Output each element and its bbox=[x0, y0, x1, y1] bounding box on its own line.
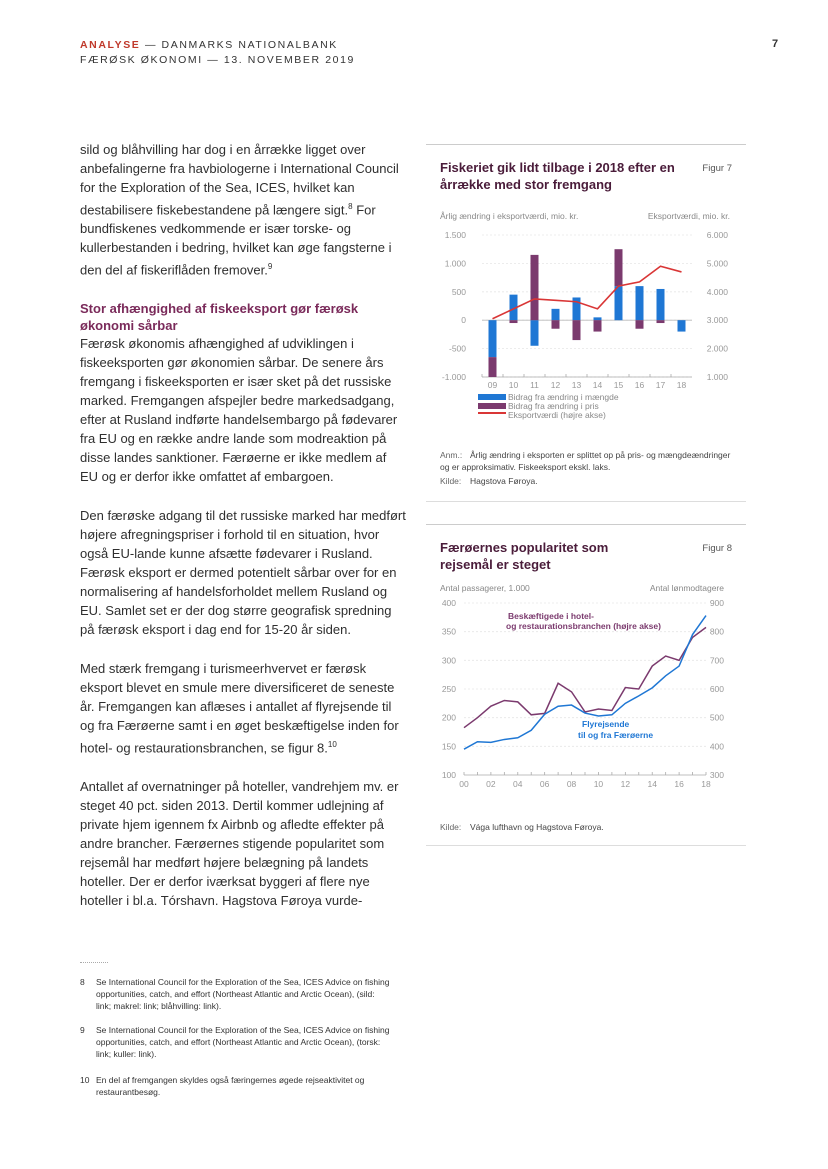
figure-7-y-tick: -1.000 bbox=[441, 372, 466, 382]
figure-7-x-tick: 18 bbox=[676, 380, 687, 390]
header-org: — DANMARKS NATIONALBANK bbox=[140, 39, 338, 51]
figure-7-legend-swatch bbox=[478, 403, 506, 409]
figure-7-legend-swatch bbox=[478, 412, 506, 414]
figure-8-y-tick: 300 bbox=[441, 655, 456, 666]
figure-8-y2-tick: 900 bbox=[709, 598, 724, 608]
figure-7-bar-price bbox=[531, 255, 539, 320]
paragraph-1-text: sild og blåhvilling har dog i en årrække ligget over anbefalingerne fra havbiologerne i International Council for the Exploration of the Sea, ICES, hvilket kan destabilisere fiskebestandene på længere sigt. bbox=[80, 142, 399, 218]
figure-8-y2-tick: 600 bbox=[709, 684, 724, 694]
figure-7-left-axis-label: Årlig ændring i eksportværdi, mio. kr. bbox=[440, 211, 579, 221]
body-column bbox=[80, 140, 408, 930]
figure-7-x-tick: 09 bbox=[487, 380, 498, 390]
figure-8-x-tick: 18 bbox=[701, 779, 711, 789]
figure-8-annotation-employees-2: og restaurationsbranchen (højre akse) bbox=[506, 621, 661, 631]
figure-7-title: Fiskeriet gik lidt tilbage i 2018 efter en årrække med stor fremgang bbox=[440, 160, 675, 192]
figure-7-y-tick: 0 bbox=[461, 315, 466, 326]
footnote-10 bbox=[80, 1074, 390, 1098]
figure-7-y-tick: 1.000 bbox=[444, 258, 466, 269]
figure-7-x-tick: 10 bbox=[508, 380, 519, 390]
figure-8-x-tick: 10 bbox=[593, 779, 604, 789]
paragraph-1b-text: For bundfiskenes vedkommende er især torske- og kullerbestanden i bedring, hvilket kan øge fangsterne i den del af fiskeriflåden fremover. bbox=[80, 202, 392, 278]
figure-7-y2-tick: 3.000 bbox=[706, 315, 728, 326]
footnote-9 bbox=[80, 1024, 390, 1060]
paragraph-1 bbox=[80, 140, 408, 280]
figure-7-bar-price bbox=[489, 357, 497, 377]
figure-7-line-exportvaerdi bbox=[493, 266, 682, 319]
figure-7-bar-price bbox=[615, 249, 623, 286]
figure-8-source-key: Kilde: bbox=[440, 822, 462, 832]
figure-7-y2-tick: 6.000 bbox=[706, 230, 728, 240]
figure-8-y2-tick: 800 bbox=[709, 626, 724, 637]
figure-7-right-axis-label: Eksportværdi, mio. kr. bbox=[647, 211, 730, 221]
figure-7 bbox=[426, 144, 746, 502]
footnote-ref-10[interactable]: 10 bbox=[327, 739, 337, 749]
figure-8-x-tick: 12 bbox=[620, 779, 631, 789]
figure-8-y2-tick: 700 bbox=[709, 655, 724, 666]
figure-7-chart bbox=[426, 209, 746, 449]
footnote-10-text: En del af fremgangen skyldes også færingernes øgede rejseaktivitet og restaurantbesøg. bbox=[96, 1075, 365, 1097]
figure-8-chart bbox=[426, 581, 746, 801]
paragraph-4-text: Med stærk fremgang i turismeerhvervet er færøsk eksport blevet en smule mere diversificeret de seneste år. Fremgangen kan aflæses i antallet af flyrejsende til og fra Færøerne samt i en øget beskæftigelse inden for hotel- og restaurationsbranchen, se figur 8. bbox=[80, 660, 399, 755]
figure-8-y2-tick: 500 bbox=[709, 712, 724, 723]
figure-8-x-tick: 02 bbox=[486, 779, 496, 789]
figure-7-x-tick: 11 bbox=[530, 380, 539, 390]
figure-7-y2-tick: 1.000 bbox=[706, 372, 728, 382]
figure-7-note-text: Årlig ændring i eksporten er splittet op på pris- og mængdeændringer og er approksimativ. Fiskeeksport ekskl. laks. bbox=[440, 450, 731, 472]
figure-7-x-tick: 14 bbox=[592, 380, 603, 390]
paragraph-5: Antallet af overnatninger på hoteller, vandrehjem mv. er steget 40 pct. siden 2013. Dertil kommer udlejning af private hjem igennem fx Airbnb og afledte effekter på andre brancher. Færøernes stigende popularitet som rejsemål har medført højere belægning på landets hoteller. Der er derfor iværksat byggeri af flere nye hoteller i bl.a. Tórshavn. Hagstova Føroya vurde- bbox=[80, 778, 399, 908]
header-issue: FÆRØSK ØKONOMI — 13. NOVEMBER 2019 bbox=[80, 54, 355, 66]
figure-8-title: Færøernes popularitet som rejsemål er steget bbox=[440, 540, 609, 572]
figure-8-right-axis-label: Antal lønmodtagere bbox=[649, 583, 724, 593]
figure-7-y2-tick: 2.000 bbox=[706, 343, 728, 354]
figure-7-bar-quantity bbox=[594, 317, 602, 320]
figure-7-bar-quantity bbox=[531, 320, 539, 346]
figure-7-bar-quantity bbox=[636, 286, 644, 320]
figure-7-bar-price bbox=[573, 320, 581, 340]
figure-8-x-tick: 06 bbox=[539, 779, 550, 789]
figure-7-legend-label: Bidrag fra ændring i pris bbox=[508, 401, 599, 411]
figure-8 bbox=[426, 524, 746, 846]
figure-8-y-tick: 350 bbox=[441, 626, 456, 637]
footnote-8-number: 8 bbox=[80, 977, 85, 987]
figure-7-y-tick: 1.500 bbox=[444, 230, 466, 240]
page-number: 7 bbox=[772, 38, 779, 50]
figure-8-x-tick: 00 bbox=[459, 779, 469, 789]
figure-7-source-text: Hagstova Føroya. bbox=[470, 476, 538, 486]
running-header bbox=[80, 38, 355, 68]
footnote-8 bbox=[80, 976, 390, 1012]
figure-7-x-tick: 12 bbox=[550, 380, 561, 390]
paragraph-3: Den færøske adgang til det russiske marked har medført højere afregningspriser i forhold til en situation, hvor også EU-lande kunne afsætte fødevarer i Rusland. Færøsk eksport er dermed potentielt sårbar over for en normalisering af handelsforholdet mellem Rusland og EU. Samlet set er der dog større geografisk spredning på færøsk eksport i dag end for 15-20 år siden. bbox=[80, 507, 406, 637]
figure-7-y-tick: 500 bbox=[451, 286, 466, 297]
figure-7-bar-quantity bbox=[657, 289, 665, 320]
figure-8-y-tick: 200 bbox=[441, 712, 456, 723]
paragraph-2: Færøsk økonomis afhængighed af udviklingen i fiskeeksporten gør økonomien sårbar. De senere års fremgang i fiskeeksporten er især sket på det russiske marked. Fremgangen afspejler bedre markedsadgang, efter at Rusland indførte handelsembargo på fødevarer fra EU og en række andre lande som modreaktion på disse landes sanktioner. Færøerne er ikke medlem af EU og er derfor ikke omfattet af embargoen. bbox=[80, 335, 398, 484]
footnote-ref-8[interactable]: 8 bbox=[348, 202, 353, 211]
footnote-rule bbox=[80, 962, 108, 963]
figure-7-x-tick: 17 bbox=[655, 380, 666, 390]
figure-7-legend-swatch bbox=[478, 394, 506, 400]
figure-8-y2-tick: 400 bbox=[709, 741, 724, 752]
section-heading: Stor afhængighed af fiskeeksport gør færøsk økonomi sårbar bbox=[80, 300, 359, 333]
figure-7-x-tick: 13 bbox=[571, 380, 582, 390]
figure-8-source-text: Vága lufthavn og Hagstova Føroya. bbox=[470, 822, 604, 832]
footnote-10-number: 10 bbox=[80, 1075, 90, 1085]
figure-7-bar-price bbox=[657, 320, 665, 323]
footnote-8-text: Se International Council for the Exploration of the Sea, ICES Advice on fishing opportunities, catch, and effort (Northeast Atlantic and Arctic Ocean), (sild: link; makrel: link; blåhvilling: link). bbox=[96, 977, 390, 1011]
footnote-ref-9[interactable]: 9 bbox=[267, 262, 273, 272]
figure-7-bar-quantity bbox=[489, 320, 497, 357]
figure-7-bar-price bbox=[510, 320, 518, 323]
figure-7-bar-quantity bbox=[678, 320, 686, 331]
figure-8-left-axis-label: Antal passagerer, 1.000 bbox=[440, 583, 530, 593]
figure-7-note bbox=[440, 449, 740, 473]
figure-8-y-tick: 250 bbox=[441, 684, 456, 694]
figure-8-x-tick: 04 bbox=[513, 779, 523, 789]
figure-8-y-tick: 100 bbox=[441, 770, 456, 780]
figure-7-source bbox=[440, 475, 740, 487]
figure-7-y2-tick: 5.000 bbox=[706, 258, 728, 269]
footnote-9-text: Se International Council for the Exploration of the Sea, ICES Advice on fishing opportunities, catch, and effort (Northeast Atlantic and Arctic Ocean), (torsk: link; kuller: link). bbox=[96, 1025, 390, 1059]
figure-7-source-key: Kilde: bbox=[440, 476, 462, 486]
figure-8-x-tick: 08 bbox=[566, 779, 577, 789]
footnote-9-number: 9 bbox=[80, 1025, 85, 1035]
paragraph-4 bbox=[80, 659, 408, 757]
figure-8-x-tick: 14 bbox=[647, 779, 657, 789]
figure-7-label: Figur 7 bbox=[702, 163, 732, 174]
figure-7-legend-label: Eksportværdi (højre akse) bbox=[508, 410, 606, 420]
figure-7-note-key: Anm.: bbox=[440, 450, 463, 460]
figure-7-bar-price bbox=[636, 320, 644, 329]
figure-8-label: Figur 8 bbox=[702, 543, 732, 554]
figure-8-x-tick: 16 bbox=[674, 779, 684, 789]
figure-7-bar-quantity bbox=[615, 286, 623, 320]
figure-8-annotation-passengers-2: til og fra Færøerne bbox=[578, 730, 654, 740]
figure-8-source bbox=[440, 821, 740, 833]
header-brand: ANALYSE bbox=[80, 39, 141, 51]
figure-8-annotation-employees-1: Beskæftigede i hotel- bbox=[508, 611, 594, 621]
figure-7-bar-price bbox=[594, 320, 602, 331]
figure-7-legend-label: Bidrag fra ændring i mængde bbox=[508, 392, 619, 402]
figure-7-x-tick: 16 bbox=[634, 380, 645, 390]
figure-7-bar-price bbox=[552, 320, 560, 329]
figure-8-annotation-passengers-1: Flyrejsende bbox=[582, 719, 630, 729]
figure-7-bar-quantity bbox=[552, 309, 560, 320]
figure-8-y-tick: 400 bbox=[441, 598, 456, 608]
figure-8-y2-tick: 300 bbox=[709, 770, 724, 780]
figure-7-y-tick: -500 bbox=[448, 343, 466, 354]
figure-7-x-tick: 15 bbox=[613, 380, 624, 390]
figure-7-y2-tick: 4.000 bbox=[706, 286, 728, 297]
figure-8-y-tick: 150 bbox=[441, 741, 456, 752]
